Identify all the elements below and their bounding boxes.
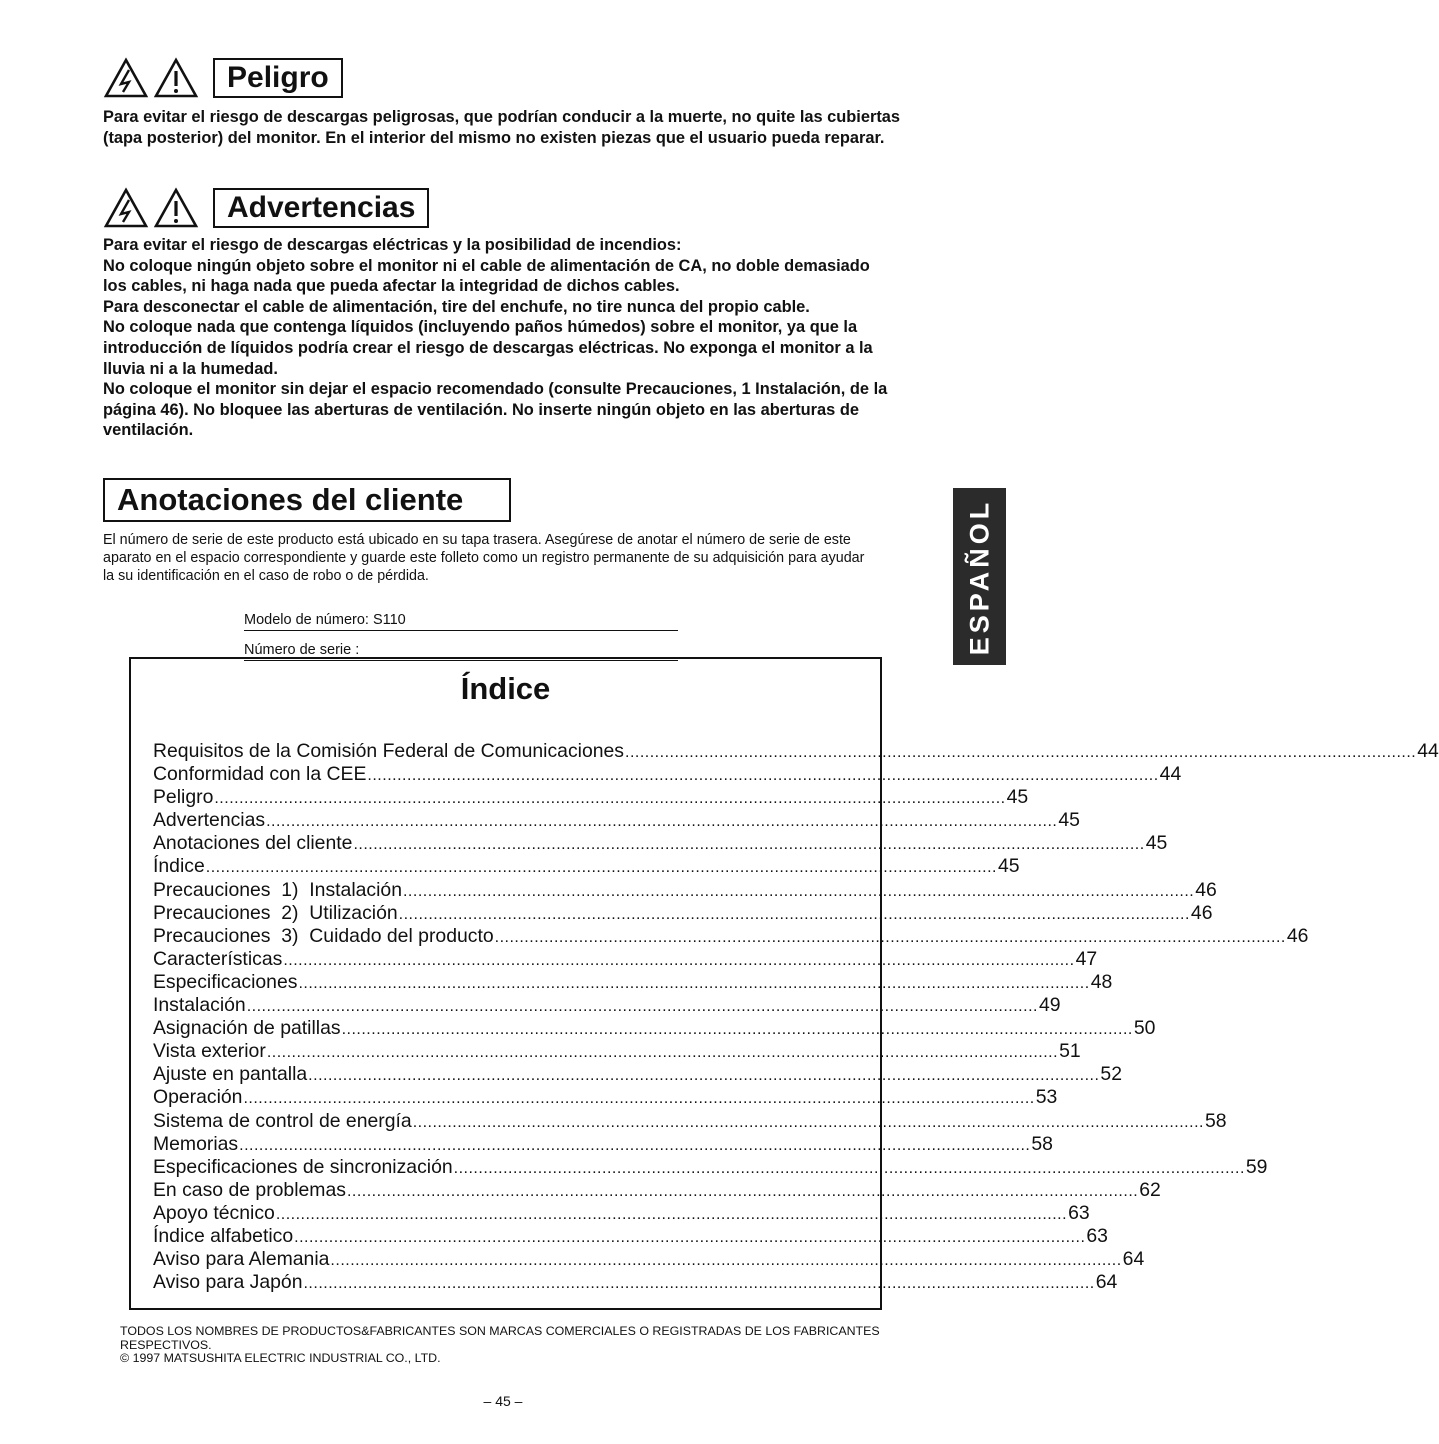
customer-notes-text: El número de serie de este producto está ubicado en su tapa trasera. Asegúrese de anotar el número de serie de este aparato en el espacio correspondiente y guarde este folleto como un registro permanente de su adquisición para ayudar la su identificación en el caso de robo o de pérdida. xyxy=(103,532,865,585)
toc-entry xyxy=(153,1178,1161,1202)
toc-entry xyxy=(153,1271,1118,1294)
toc-entry-leader: ................................................................................................................................................................ xyxy=(398,905,1190,923)
toc-entry-page: 64 xyxy=(1122,1248,1145,1271)
toc-entry-label: Índice alfabetico xyxy=(153,1224,294,1247)
toc-entry-page: 62 xyxy=(1139,1178,1161,1201)
toc-entry-page: 45 xyxy=(1058,809,1080,832)
toc-entry xyxy=(153,1201,1090,1225)
toc-title: Índice xyxy=(460,671,551,706)
toc-entry-page: 46 xyxy=(1190,901,1213,924)
toc-entry-leader: ................................................................................................................................................................ xyxy=(494,928,1286,946)
toc-entry-leader: ................................................................................................................................................................ xyxy=(346,1182,1139,1200)
toc-entry xyxy=(153,901,1213,925)
danger-text xyxy=(103,107,903,148)
toc-entry-leader: ................................................................................................................................................................ xyxy=(243,1090,1035,1108)
toc-entry xyxy=(153,832,1168,855)
danger-paragraph: Para evitar el riesgo de descargas peligrosas, que podrían conducir a la muerte, no quite las cubiertas (tapa posterior) del monitor. En el interior del mismo no existen piezas que el usuario pueda reparar. xyxy=(103,108,901,147)
toc-entry-label: Anotaciones del cliente xyxy=(153,832,353,855)
toc-entry-page: 49 xyxy=(1038,994,1061,1017)
table-of-contents xyxy=(129,657,1439,1310)
toc-entry-page: 47 xyxy=(1075,947,1098,970)
toc-entry-page: 53 xyxy=(1035,1086,1058,1109)
toc-entry-page: 46 xyxy=(1195,878,1217,901)
toc-entry-leader: ................................................................................................................................................................ xyxy=(453,1159,1245,1177)
toc-entry-page: 44 xyxy=(1159,763,1182,786)
toc-entry xyxy=(153,809,1080,832)
toc-entry-leader: ................................................................................................................................................................ xyxy=(266,813,1058,831)
toc-entry-leader: ................................................................................................................................................................ xyxy=(625,744,1417,761)
danger-heading xyxy=(103,57,343,99)
electric-shock-warning-icon xyxy=(103,57,149,99)
toc-entry xyxy=(153,1063,1122,1086)
toc-entry xyxy=(153,1086,1058,1109)
toc-entry-leader: ................................................................................................................................................................ xyxy=(283,951,1075,969)
copyright-notice: © 1997 MATSUSHITA ELECTRIC INDUSTRIAL CO., LTD. xyxy=(120,1351,441,1365)
toc-entry-leader: ................................................................................................................................................................ xyxy=(402,882,1195,900)
toc-entry xyxy=(153,1248,1145,1271)
toc-entry xyxy=(153,1132,1053,1156)
toc-entry xyxy=(153,1224,1108,1248)
toc-entry-leader: ................................................................................................................................................................ xyxy=(205,859,997,877)
warnings-heading xyxy=(103,187,429,229)
toc-entry-page: 50 xyxy=(1133,1017,1156,1040)
toc-entry-page: 45 xyxy=(998,855,1020,878)
toc-entry xyxy=(153,878,1217,902)
danger-title: Peligro xyxy=(213,58,343,98)
toc-entry xyxy=(153,1155,1268,1179)
toc-entry-label: Ajuste en pantalla xyxy=(153,1063,308,1086)
caution-warning-icon xyxy=(153,57,199,99)
toc-entry-label: Memorias xyxy=(153,1132,239,1155)
toc-entry-leader: ................................................................................................................................................................ xyxy=(214,790,1006,808)
toc-entry-label: Precauciones 3) Cuidado del producto xyxy=(153,924,494,947)
toc-entry xyxy=(153,740,1439,763)
toc-entry-leader: ................................................................................................................................................................ xyxy=(266,1044,1059,1062)
toc-entry-leader: ................................................................................................................................................................ xyxy=(239,1136,1031,1154)
toc-entry-page: 63 xyxy=(1068,1201,1090,1224)
warnings-paragraph: No coloque nada que contenga líquidos (incluyendo paños húmedos) sobre el monitor, ya que la introducción de líquidos podría crear el riesgo de descargas eléctricas. No exponga el monitor a la lluvia ni a la humedad. xyxy=(103,318,873,378)
toc-entry-label: Especificaciones xyxy=(153,970,298,993)
trademark-notice: TODOS LOS NOMBRES DE PRODUCTOS&FABRICANTES SON MARCAS COMERCIALES O REGISTRADAS DE LOS FABRICANTES RESPECTIVOS. xyxy=(120,1324,880,1352)
toc-entry-leader: ................................................................................................................................................................ xyxy=(298,974,1090,992)
toc-entry-label: Vista exterior xyxy=(153,1040,266,1063)
toc-entry-page: 46 xyxy=(1286,924,1309,947)
toc-entry-leader: ................................................................................................................................................................ xyxy=(303,1275,1095,1293)
toc-entry-label: Aviso para Japón xyxy=(153,1271,303,1294)
toc-entry-page: 45 xyxy=(1145,832,1168,855)
toc-entry-leader: ................................................................................................................................................................ xyxy=(353,836,1145,854)
toc-entry-label: Conformidad con la CEE xyxy=(153,763,367,786)
toc-entry-leader: ................................................................................................................................................................ xyxy=(330,1252,1122,1270)
toc-entry xyxy=(153,786,1029,809)
language-tab xyxy=(953,488,1006,665)
toc-entry-page: 58 xyxy=(1204,1109,1227,1132)
toc-entry-label: Operación xyxy=(153,1086,243,1109)
toc-entry xyxy=(153,924,1309,948)
caution-warning-icon xyxy=(153,187,199,229)
page-number: – 45 – xyxy=(483,1393,523,1409)
toc-entry-label: Especificaciones de sincronización xyxy=(153,1155,453,1178)
toc-entry-page: 59 xyxy=(1245,1155,1268,1178)
toc-entry-label: Índice xyxy=(153,855,205,878)
toc-entry-label: Aviso para Alemania xyxy=(153,1248,330,1271)
toc-list xyxy=(153,740,1439,1294)
footer-notice xyxy=(120,1325,900,1366)
toc-entry-leader: ................................................................................................................................................................ xyxy=(275,1205,1068,1223)
toc-entry-page: 64 xyxy=(1095,1271,1118,1294)
toc-entry xyxy=(153,1017,1156,1040)
toc-entry-label: Peligro xyxy=(153,786,214,809)
warnings-text xyxy=(103,235,898,441)
toc-entry-page: 45 xyxy=(1006,786,1029,809)
model-number-field: Modelo de número: S110 xyxy=(244,611,678,631)
toc-entry-label: Apoyo técnico xyxy=(153,1201,275,1224)
toc-entry-label: Sistema de control de energía xyxy=(153,1109,412,1132)
toc-entry-label: En caso de problemas xyxy=(153,1178,346,1201)
electric-shock-warning-icon xyxy=(103,187,149,229)
toc-entry-page: 44 xyxy=(1417,740,1439,762)
toc-entry-leader: ................................................................................................................................................................ xyxy=(367,767,1159,785)
toc-entry xyxy=(153,994,1061,1017)
toc-entry xyxy=(153,1109,1227,1133)
toc-entry-label: Instalación xyxy=(153,994,246,1017)
toc-entry-label: Asignación de patillas xyxy=(153,1017,341,1040)
warnings-paragraph: Para evitar el riesgo de descargas eléctricas y la posibilidad de incendios: xyxy=(103,236,682,254)
toc-entry-leader: ................................................................................................................................................................ xyxy=(294,1228,1086,1246)
toc-entry-leader: ................................................................................................................................................................ xyxy=(341,1021,1133,1039)
toc-entry xyxy=(153,947,1098,971)
toc-entry xyxy=(153,1040,1081,1063)
toc-entry xyxy=(153,763,1182,786)
toc-entry-leader: ................................................................................................................................................................ xyxy=(308,1067,1100,1085)
toc-entry-page: 48 xyxy=(1090,970,1113,993)
toc-entry-label: Advertencias xyxy=(153,809,266,832)
customer-notes-title: Anotaciones del cliente xyxy=(103,478,511,522)
toc-entry-leader: ................................................................................................................................................................ xyxy=(246,998,1038,1016)
toc-entry-label: Características xyxy=(153,947,283,970)
toc-entry-page: 58 xyxy=(1031,1132,1053,1155)
toc-entry xyxy=(153,970,1113,994)
toc-entry-page: 52 xyxy=(1100,1063,1122,1086)
toc-entry xyxy=(153,855,1020,878)
serial-number-field: Número de serie : xyxy=(244,641,678,661)
warnings-paragraph: Para desconectar el cable de alimentación, tire del enchufe, no tire nunca del propio cable. xyxy=(103,297,810,316)
toc-entry-label: Precauciones 1) Instalación xyxy=(153,878,402,901)
language-tab-label: ESPAÑOL xyxy=(964,498,994,655)
toc-entry-label: Precauciones 2) Utilización xyxy=(153,901,398,924)
toc-entry-leader: ................................................................................................................................................................ xyxy=(412,1113,1204,1131)
warnings-title: Advertencias xyxy=(213,188,429,228)
toc-entry-page: 51 xyxy=(1059,1040,1081,1063)
warnings-paragraph: No coloque el monitor sin dejar el espacio recomendado (consulte Precauciones, 1 Instalación, de la página 46). No bloquee las aberturas de ventilación. No inserte ningún objeto en las aberturas de ventilación. xyxy=(103,380,888,440)
warnings-paragraph: No coloque ningún objeto sobre el monitor ni el cable de alimentación de CA, no doble demasiado los cables, ni haga nada que pueda afectar la integridad de dichos cables. xyxy=(103,256,870,296)
toc-entry-label: Requisitos de la Comisión Federal de Comunicaciones xyxy=(153,740,624,762)
toc-entry-page: 63 xyxy=(1086,1224,1108,1247)
